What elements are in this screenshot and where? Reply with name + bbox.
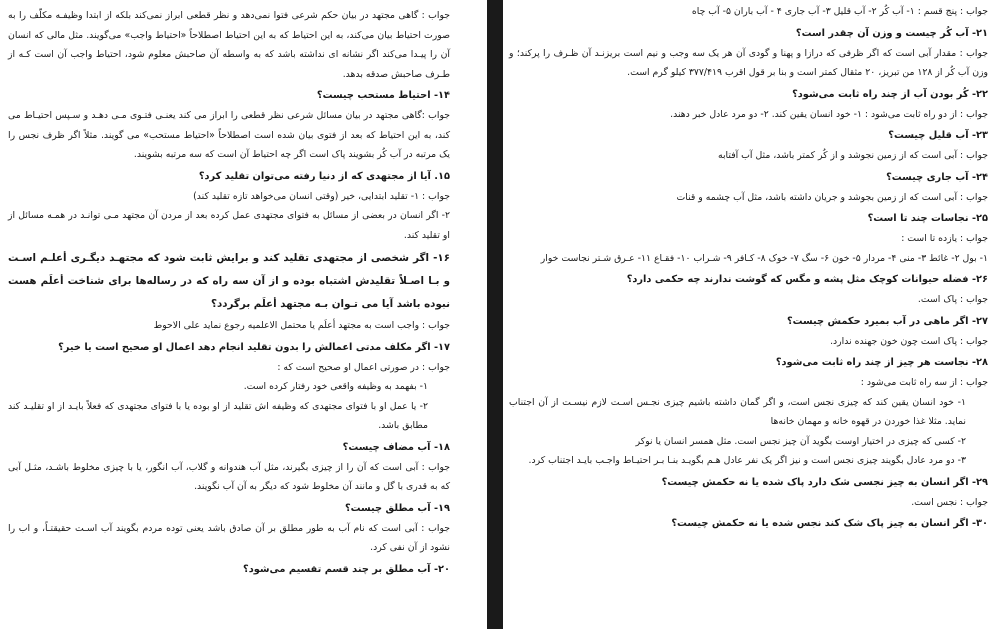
answer-paragraph: جواب : واجب است به مجتهد أعلَم یا محتمل الاعلمیه رجوع نماید علی الاحوط (153, 320, 450, 331)
answer-paragraph: جواب : آبی است که از زمین نجوشد و از کُر کمتر باشد، مثل آب آفتابه (717, 150, 988, 161)
question-heading: ۱۷- اگر مکلف مدتی اعمالش را بدون تقلید انجام دهد اعمال او صحیح است یا خیر؟ (58, 341, 450, 353)
answer-paragraph: جواب : از سه راه ثابت می‌شود : (860, 377, 988, 388)
answer-paragraph: ۱- بول ۲- غائط ۳- منی ۴- مردار ۵- خون ۶- سگ ۷- خوک ۸- کـافر ۹- شـراب ۱۰- فقـاع ۱۱- عـرق شـتر نجاست خوار (540, 252, 988, 264)
answer-paragraph: جواب : گاهی مجتهد در بیان حکم شرعی فتوا نمی‌دهد و نظر قطعی ابراز نمی‌کند بلکه از ابتدا وظیفـه مکلّف را به صورت احتیاط بیان می‌کند، به این احتیاط که به این احتیاط اصطلاحاً «احتیاط واجب» می‌گویند. مثل مالی که انسان آن را پیـدا می‌کند اگر نشانه ای نداشته باشد که به واسطه آن صاحبش معلوم شود، احتیاط واجب آن است کـه از طـرف صاحبش صدقه بدهد. (8, 10, 450, 80)
answer-paragraph: جواب : پاک است چون خون جهنده ندارد. (830, 335, 988, 347)
answer-paragraph: جواب : یازده تا است : (901, 233, 988, 244)
right-page (503, 0, 1003, 629)
question-heading: ۲۷- اگر ماهی در آب بمیرد حکمش چیست؟ (786, 315, 988, 327)
answer-paragraph: جواب : پنج قسم : ۱- آب کُر ۲- آب قلیل ۳- آب جاری ۴ - آب باران ۵- آب چاه (691, 6, 988, 17)
answer-list-item: ۲- یا عمل او با فتوای مجتهدی که وظیفه اش تقلید از او بوده یا با فتوای مجتهدی که فعلاً بایـد از او تقلیـد کند مطابق باشد. (8, 400, 428, 431)
answer-paragraph: ۲- اگر انسان در بعضی از مسائل به فتوای مجتهدی عمل کرده بعد از مردن آن مجتهد مـی توانـد در همـه مسائل از او تقلید کند. (8, 210, 450, 241)
answer-list-item: ۲- کسی که چیزی در اختیار اوست بگوید آن چیز نجس است. مثل همسر انسان یا نوکر (635, 435, 966, 447)
question-heading: ۲۱- آب کُر چیست و وزن آن چقدر است؟ (795, 27, 988, 39)
answer-paragraph: جواب :گاهی مجتهد در بیان مسائل شرعی نظر قطعی را ابراز می کند یعنـی فتـوی مـی دهـد و سـپس احتیـاط می کند، به این احتیاط که بعد از فتوی بیان شده است اصطلاحاً «احتیاط مستحب» می گویند. مثلاً اگر ظرف نجس را یک مرتبه در آب کُر بشویند پاک است اگر چه احتیاط آن است که سه مرتبه بشویند. (8, 110, 450, 160)
answer-paragraph: جواب : آبی است که آن را از چیزی بگیرند، مثل آب هندوانه و گلاب، آب انگور، یا با چیزی مخلوط باشـد، مثـل آبی که به قدری با گل و مانند آن مخلوط شود که دیگر به آن آب نگویند. (8, 461, 450, 492)
question-heading: ۲۹- اگر انسان به چیز نجسی شک دارد پاک شده یا نه حکمش چیست؟ (661, 476, 988, 488)
answer-paragraph: جواب : پاک است. (917, 294, 988, 305)
answer-list-item: ۱- خود انسان یقین کند که چیزی نجس است، و اگر گمان داشته باشیم چیزی نجـس اسـت لازم نیسـت از آن اجتناب نماید. مثلا غذا خوردن در قهوه خانه و مهمان خانه‌ها (509, 396, 966, 427)
question-heading: ۲۴- آب جاری چیست؟ (886, 171, 988, 183)
question-heading: ۱۴- احتیاط مستحب چیست؟ (316, 90, 450, 101)
answer-paragraph: جواب : از دو راه ثابت می‌شود : ۱- خود انسان یقین کند. ۲- دو مرد عادل خبر دهند. (670, 108, 988, 120)
answer-paragraph: جواب : در صورتی اعمال او صحیح است که : (277, 361, 450, 373)
answer-paragraph: جواب : ۱- تقلید ابتدایی، خیر (وقتی انسان می‌خواهد تازه تقلید کند) (193, 190, 450, 202)
question-heading: ۱۵. آیا از مجتهدی که از دنیا رفته می‌توان تقلید کرد؟ (198, 170, 450, 182)
answer-list-item: ۳- دو مرد عادل بگویند چیزی نجس است و نیز اگر یک نفر عادل هـم بگویـد بنـا بـر احتیـاط واجـب بایـد اجتناب کرد. (528, 455, 966, 466)
question-heading: ۲۵- نجاسات چند تا است؟ (867, 213, 988, 224)
answer-paragraph: جواب : آبی است که از زمین بجوشد و جریان داشته باشد، مثل آب چشمه و قنات (676, 191, 988, 203)
question-heading: ۲۲- کُر بودن آب از چند راه ثابت می‌شود؟ (792, 88, 988, 100)
question-heading: ۲۰- آب مطلق بر چند قسم تقسیم می‌شود؟ (243, 563, 450, 575)
answer-paragraph: جواب : نجس است. (911, 496, 988, 508)
answer-paragraph: جواب : مقدار آبی است که اگر ظرفی که درازا و پهنا و گودی آن هر یک سه وجب و نیم است بریزنـد آن ظـرف را پرکند؛ و وزن آب کُر از ۱۲۸ من تبریز، ۲۰ مثقال کمتر است و بنا بر قول اقرب ۳۷۷/۴۱۹ کیلو گرم است. (509, 47, 988, 78)
question-heading: ۳۰- اگر انسان به چیز پاک شک کند نجس شده یا نه حکمش چیست؟ (671, 518, 988, 529)
left-page (0, 0, 480, 629)
question-heading: ۱۶- اگر شخصی از مجتهدی تقلید کند و برایش ثابت شود که مجتهـد دیگـری أعلـم اسـت و بـا اصـلاً تقلیدش اشتباه بوده و از آن سه راه که در رساله‌ها برای شناخت أعلَم هست نبوده باشد آیا می تـوان بـه مجتهد أعلَم برگردد؟ (8, 252, 450, 310)
answer-list-item: ۱- بفهمد به وظیفه واقعی خود رفتار کرده است. (243, 381, 428, 392)
answer-paragraph: جواب : آبی است که نام آب به طور مطلق بر آن صادق باشد یعنی توده مردم بگویند آب اسـت حقیقتـاً، و اب را نشود از آن نفی کرد. (8, 522, 450, 553)
question-heading: ۲۸- نجاست هر چیز از چند راه ثابت می‌شود؟ (775, 357, 988, 368)
question-heading: ۱۹- آب مطلق چیست؟ (345, 502, 450, 514)
question-heading: ۲۳- آب قلیل چیست؟ (888, 130, 988, 141)
question-heading: ۲۶- فضله حیوانات کوچک مثل پشه و مگس که گوشت ندارند چه حکمی دارد؟ (626, 274, 988, 285)
page-gutter (487, 0, 503, 629)
question-heading: ۱۸- آب مضاف چیست؟ (342, 441, 450, 453)
